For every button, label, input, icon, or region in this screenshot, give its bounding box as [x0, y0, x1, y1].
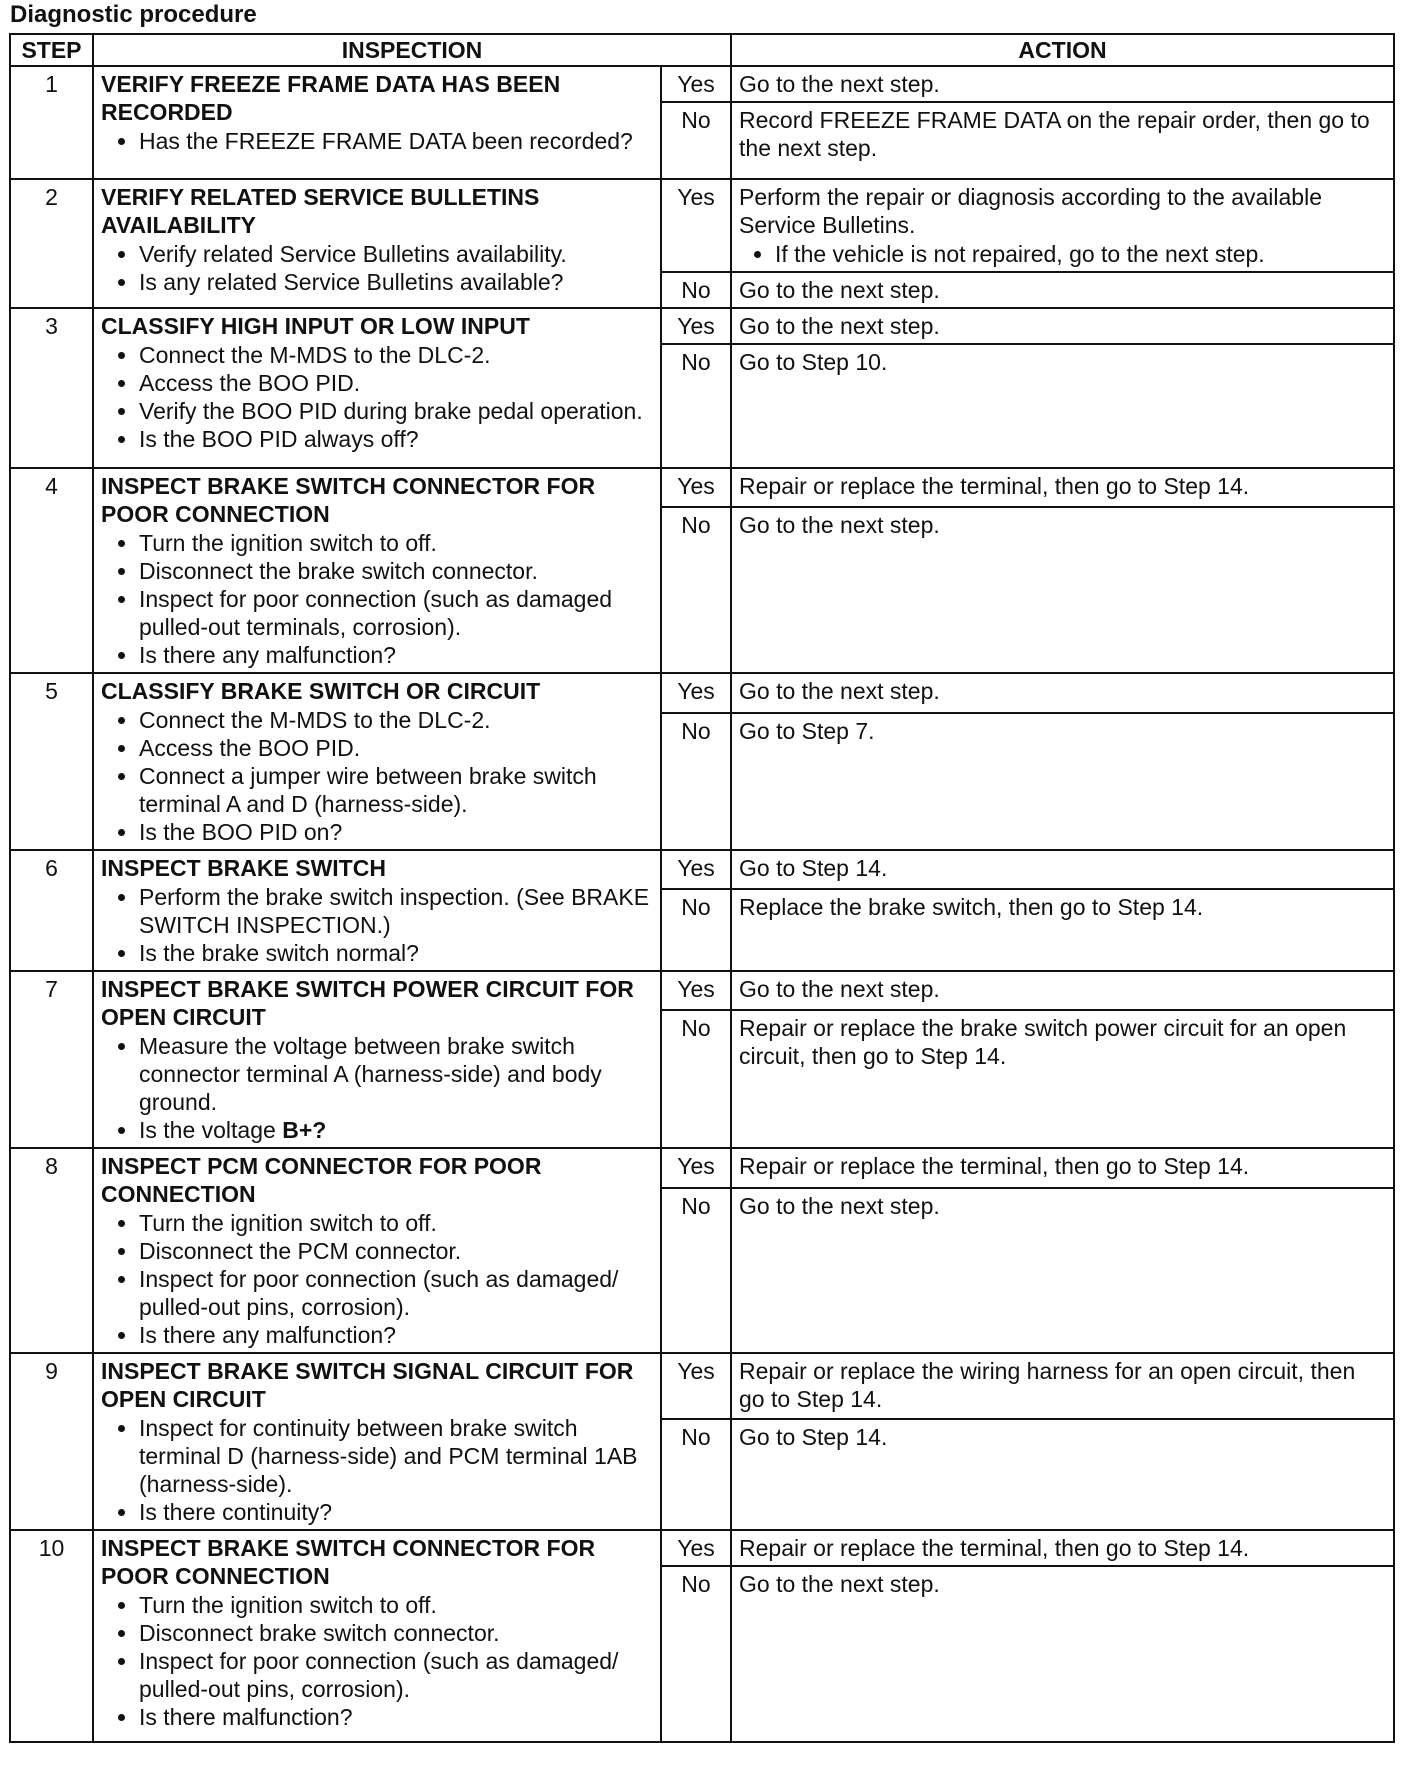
step-number: 4	[10, 468, 93, 673]
table-row	[10, 1148, 1394, 1188]
step-number: 3	[10, 308, 93, 468]
inspection-cell	[93, 1353, 661, 1530]
inspection-bullet: • Access the BOO PID.	[139, 369, 653, 397]
no-action: Go to the next step.	[731, 272, 1394, 308]
yes-action	[731, 1148, 1394, 1188]
yes-label: Yes	[661, 468, 731, 507]
no-label: No	[661, 1188, 731, 1353]
page-title: Diagnostic procedure	[10, 1, 257, 28]
step-number: 8	[10, 1148, 93, 1353]
header-step: STEP	[10, 34, 93, 66]
inspection-bullet: • Has the FREEZE FRAME DATA been recorded?	[139, 127, 653, 155]
inspection-bullets	[101, 240, 653, 296]
no-label: No	[661, 1566, 731, 1742]
action-text: Go to Step 14.	[739, 855, 888, 881]
inspection-title: INSPECT BRAKE SWITCH POWER CIRCUIT FOR OPEN CIRCUIT	[101, 976, 634, 1030]
no-action: Go to the next step.	[731, 507, 1394, 673]
inspection-bullets	[101, 341, 653, 453]
inspection-title: INSPECT BRAKE SWITCH SIGNAL CIRCUIT FOR OPEN CIRCUIT	[101, 1358, 634, 1412]
yes-action	[731, 850, 1394, 889]
table-row	[10, 66, 1394, 102]
inspection-bullet: • Perform the brake switch inspection. (See BRAKE SWITCH INSPECTION.)	[139, 883, 653, 939]
inspection-bullet: • Verify related Service Bulletins availability.	[139, 240, 653, 268]
yes-action	[731, 179, 1394, 272]
no-label: No	[661, 507, 731, 673]
inspection-cell	[93, 1148, 661, 1353]
inspection-title: CLASSIFY HIGH INPUT OR LOW INPUT	[101, 313, 530, 339]
yes-action	[731, 66, 1394, 102]
inspection-bullet: • Turn the ignition switch to off.	[139, 1591, 653, 1619]
yes-action	[731, 673, 1394, 713]
inspection-bullets	[101, 706, 653, 846]
bullet-text: Is the voltage	[139, 1117, 283, 1143]
inspection-title: CLASSIFY BRAKE SWITCH OR CIRCUIT	[101, 678, 541, 704]
inspection-bullets	[101, 1414, 653, 1526]
no-action: Go to the next step.	[731, 1566, 1394, 1742]
yes-label: Yes	[661, 971, 731, 1010]
inspection-title: VERIFY RELATED SERVICE BULLETINS AVAILABILITY	[101, 184, 540, 238]
inspection-title: INSPECT BRAKE SWITCH	[101, 855, 386, 881]
inspection-cell	[93, 308, 661, 468]
yes-action	[731, 468, 1394, 507]
action-text: Go to the next step.	[739, 678, 940, 704]
inspection-title: INSPECT PCM CONNECTOR FOR POOR CONNECTION	[101, 1153, 542, 1207]
bullet-bold-text: B+?	[282, 1117, 327, 1143]
no-label: No	[661, 889, 731, 971]
action-text: Repair or replace the terminal, then go to Step 14.	[739, 1535, 1250, 1561]
inspection-bullet: • Measure the voltage between brake switch connector terminal A (harness-side) and body ground.	[139, 1032, 653, 1116]
inspection-cell	[93, 468, 661, 673]
yes-label: Yes	[661, 673, 731, 713]
no-action: Go to the next step.	[731, 1188, 1394, 1353]
inspection-bullet: • Inspect for poor connection (such as damaged pulled-out terminals, corrosion).	[139, 585, 653, 641]
inspection-bullet: • Is the brake switch normal?	[139, 939, 653, 967]
inspection-bullet: • Verify the BOO PID during brake pedal operation.	[139, 397, 653, 425]
yes-action	[731, 971, 1394, 1010]
no-label: No	[661, 272, 731, 308]
inspection-bullets	[101, 529, 653, 669]
no-action: Go to Step 14.	[731, 1419, 1394, 1530]
no-label: No	[661, 1419, 731, 1530]
no-label: No	[661, 344, 731, 468]
inspection-bullet: • Is there malfunction?	[139, 1703, 653, 1731]
action-text: Repair or replace the terminal, then go to Step 14.	[739, 473, 1250, 499]
inspection-bullets	[101, 883, 653, 967]
no-action: Record FREEZE FRAME DATA on the repair order, then go to the next step.	[731, 102, 1394, 179]
inspection-bullet: • Is there any malfunction?	[139, 1321, 653, 1349]
inspection-bullet: • Turn the ignition switch to off.	[139, 529, 653, 557]
table-header-row	[10, 34, 1394, 66]
header-action: ACTION	[731, 34, 1394, 66]
inspection-bullet: • Disconnect the PCM connector.	[139, 1237, 653, 1265]
step-number: 7	[10, 971, 93, 1148]
inspection-bullets	[101, 127, 653, 155]
yes-action	[731, 308, 1394, 344]
inspection-bullet: • Connect the M-MDS to the DLC-2.	[139, 706, 653, 734]
inspection-bullet: • Inspect for continuity between brake switch terminal D (harness-side) and PCM terminal 1AB (harness-side).	[139, 1414, 653, 1498]
no-label: No	[661, 1010, 731, 1148]
table-row	[10, 468, 1394, 507]
no-action: Go to Step 10.	[731, 344, 1394, 468]
no-label: No	[661, 102, 731, 179]
inspection-bullet: • Connect the M-MDS to the DLC-2.	[139, 341, 653, 369]
yes-label: Yes	[661, 66, 731, 102]
action-text: Repair or replace the terminal, then go to Step 14.	[739, 1153, 1250, 1179]
inspection-bullet: • Is there continuity?	[139, 1498, 653, 1526]
step-number: 9	[10, 1353, 93, 1530]
action-text: Go to the next step.	[739, 71, 940, 97]
action-text: Perform the repair or diagnosis according to the available Service Bulletins.	[739, 184, 1323, 238]
inspection-bullet: • Access the BOO PID.	[139, 734, 653, 762]
inspection-bullet: • Connect a jumper wire between brake switch terminal A and D (harness-side).	[139, 762, 653, 818]
inspection-bullet: • Is any related Service Bulletins available?	[139, 268, 653, 296]
yes-label: Yes	[661, 1353, 731, 1419]
table-row	[10, 179, 1394, 272]
inspection-cell	[93, 66, 661, 179]
inspection-bullets	[101, 1591, 653, 1731]
inspection-bullets	[101, 1032, 653, 1144]
yes-label: Yes	[661, 850, 731, 889]
inspection-bullet	[139, 1116, 653, 1144]
no-action: Replace the brake switch, then go to Step 14.	[731, 889, 1394, 971]
table-row	[10, 308, 1394, 344]
inspection-bullet: • Disconnect the brake switch connector.	[139, 557, 653, 585]
inspection-cell	[93, 850, 661, 971]
table-row	[10, 1530, 1394, 1566]
yes-action	[731, 1353, 1394, 1419]
action-text: Go to the next step.	[739, 313, 940, 339]
inspection-bullet: • Inspect for poor connection (such as damaged/ pulled-out pins, corrosion).	[139, 1647, 653, 1703]
header-inspection: INSPECTION	[93, 34, 731, 66]
table-row	[10, 673, 1394, 713]
table-row	[10, 971, 1394, 1010]
inspection-title: INSPECT BRAKE SWITCH CONNECTOR FOR POOR CONNECTION	[101, 473, 596, 527]
action-bullets	[739, 240, 1386, 268]
inspection-cell	[93, 971, 661, 1148]
inspection-bullets	[101, 1209, 653, 1349]
step-number: 1	[10, 66, 93, 179]
inspection-bullet: • Is there any malfunction?	[139, 641, 653, 669]
inspection-cell	[93, 673, 661, 850]
step-number: 10	[10, 1530, 93, 1742]
action-bullet: • If the vehicle is not repaired, go to the next step.	[775, 240, 1386, 268]
no-label: No	[661, 713, 731, 850]
inspection-bullet: • Inspect for poor connection (such as damaged/ pulled-out pins, corrosion).	[139, 1265, 653, 1321]
inspection-title: INSPECT BRAKE SWITCH CONNECTOR FOR POOR CONNECTION	[101, 1535, 596, 1589]
inspection-bullet: • Is the BOO PID always off?	[139, 425, 653, 453]
inspection-bullet: • Is the BOO PID on?	[139, 818, 653, 846]
yes-label: Yes	[661, 1530, 731, 1566]
inspection-cell	[93, 1530, 661, 1742]
action-text: Repair or replace the wiring harness for an open circuit, then go to Step 14.	[739, 1358, 1356, 1412]
inspection-cell	[93, 179, 661, 308]
table-row	[10, 1353, 1394, 1419]
step-number: 6	[10, 850, 93, 971]
yes-action	[731, 1530, 1394, 1566]
yes-label: Yes	[661, 1148, 731, 1188]
no-action: Repair or replace the brake switch power circuit for an open circuit, then go to Step 14.	[731, 1010, 1394, 1148]
diagnostic-table	[9, 33, 1395, 1743]
step-number: 2	[10, 179, 93, 308]
inspection-bullet: • Disconnect brake switch connector.	[139, 1619, 653, 1647]
action-text: Go to the next step.	[739, 976, 940, 1002]
table-row	[10, 850, 1394, 889]
yes-label: Yes	[661, 308, 731, 344]
inspection-title: VERIFY FREEZE FRAME DATA HAS BEEN RECORDED	[101, 71, 561, 125]
step-number: 5	[10, 673, 93, 850]
no-action: Go to Step 7.	[731, 713, 1394, 850]
yes-label: Yes	[661, 179, 731, 272]
inspection-bullet: • Turn the ignition switch to off.	[139, 1209, 653, 1237]
